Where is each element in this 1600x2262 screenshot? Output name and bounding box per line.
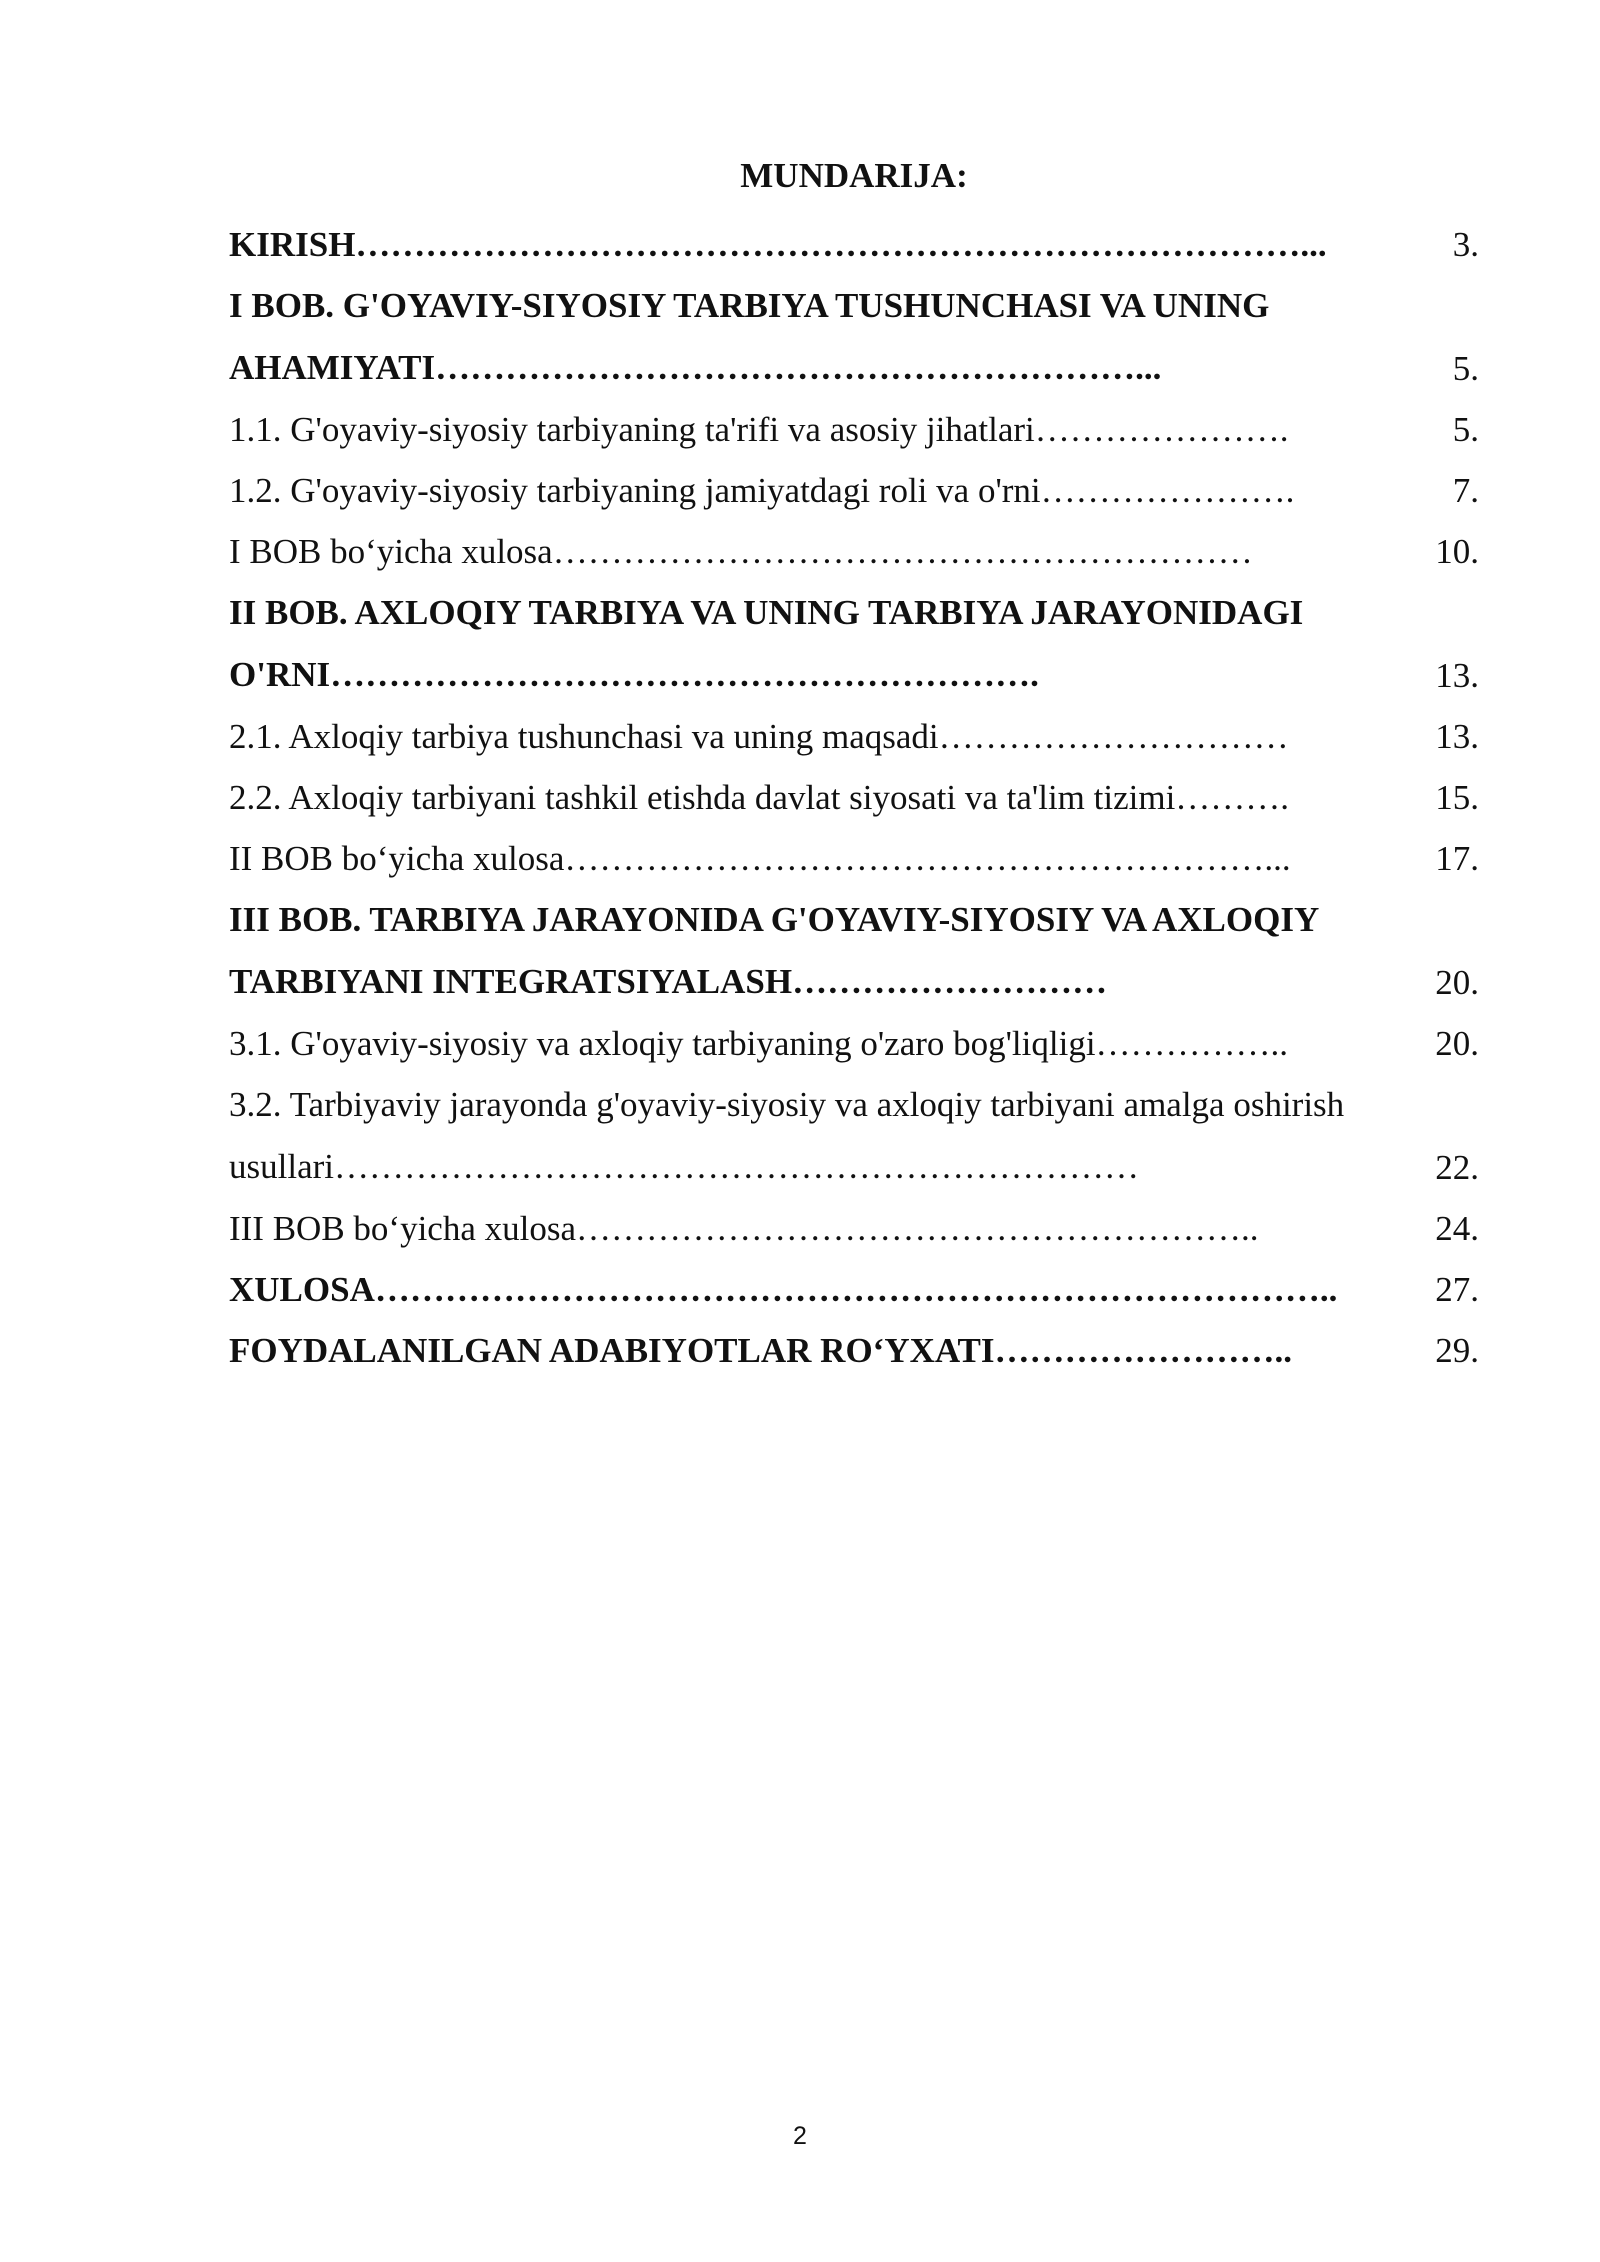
toc-entry-text: 2.1. Axloqiy tarbiya tushunchasi va uning maqsadi………………………… [229,717,1289,756]
toc-entry-page: 5. [1452,349,1479,388]
toc-entry-page: 5. [1452,410,1479,449]
toc-entry [229,582,1479,706]
toc-entry-text: 3.2. Tarbiyaviy jarayonda g'oyaviy-siyosiy va axloqiy tarbiyani amalga oshirish usullari…………………………………………………………… [229,1085,1345,1186]
toc-entry-text: 1.1. G'oyaviy-siyosiy tarbiyaning ta'rifi va asosiy jihatlari…………………. [229,410,1289,449]
toc-entry [229,460,1479,521]
toc-entry-text: 3.1. G'oyaviy-siyosiy va axloqiy tarbiyaning o'zaro bog'liqligi…………….. [229,1024,1289,1063]
toc-entry [229,1013,1479,1074]
toc-entry [229,1320,1479,1381]
toc-entry-page: 22. [1435,1148,1479,1187]
toc-entry-text: II BOB bo‘yicha xulosa……………………………………………………... [229,839,1291,878]
toc-entry-text: KIRISH………………………………………………………………………... [229,225,1327,264]
toc-entry-page: 7. [1452,471,1479,510]
toc-entry-text: I BOB. G'OYAVIY-SIYOSIY TARBIYA TUSHUNCHASI VA UNING AHAMIYATI……………………………………………………... [229,286,1270,387]
toc-entry-text: FOYDALANILGAN ADABIYOTLAR RO‘YXATI…………………….. [229,1331,1293,1370]
toc-entry [229,275,1479,399]
toc-entry [229,767,1479,828]
toc-entry-text: II BOB. AXLOQIY TARBIYA VA UNING TARBIYA JARAYONIDAGI O'RNI……………………………………………………. [229,593,1304,694]
toc-entry-text: I BOB bo‘yicha xulosa…………………………………………………… [229,532,1253,571]
toc-entry-page: 27. [1435,1270,1479,1309]
table-of-contents [229,152,1479,1381]
toc-entry [229,706,1479,767]
toc-entry-text: 1.2. G'oyaviy-siyosiy tarbiyaning jamiyatdagi roli va o'rni…………………. [229,471,1295,510]
toc-entry-page: 17. [1435,839,1479,878]
toc-entry [229,889,1479,1013]
toc-entry [229,828,1479,889]
toc-entry-page: 24. [1435,1209,1479,1248]
toc-entry-text: III BOB bo‘yicha xulosa………………………………………………….. [229,1209,1259,1248]
toc-entry [229,1259,1479,1320]
toc-entry-text: XULOSA……………………………………………………………………….. [229,1270,1338,1309]
toc-entry-page: 20. [1435,963,1479,1002]
toc-entry-page: 29. [1435,1331,1479,1370]
toc-entry-page: 3. [1452,225,1479,264]
page-number: 2 [793,2122,807,2150]
toc-entry [229,1198,1479,1259]
toc-entry-text: 2.2. Axloqiy tarbiyani tashkil etishda davlat siyosati va ta'lim tizimi………. [229,778,1290,817]
toc-entry [229,399,1479,460]
toc-entry-page: 13. [1435,717,1479,756]
toc-entry [229,1074,1479,1198]
toc-entry-page: 10. [1435,532,1479,571]
toc-entry-page: 15. [1435,778,1479,817]
toc-entry-text: III BOB. TARBIYA JARAYONIDA G'OYAVIY-SIYOSIY VA AXLOQIY TARBIYANI INTEGRATSIYALASH……………………… [229,900,1318,1001]
toc-entry-page: 20. [1435,1024,1479,1063]
toc-entry [229,521,1479,582]
toc-entry-page: 13. [1435,656,1479,695]
toc-entry [229,214,1479,275]
toc-title: MUNDARIJA: [740,156,968,195]
